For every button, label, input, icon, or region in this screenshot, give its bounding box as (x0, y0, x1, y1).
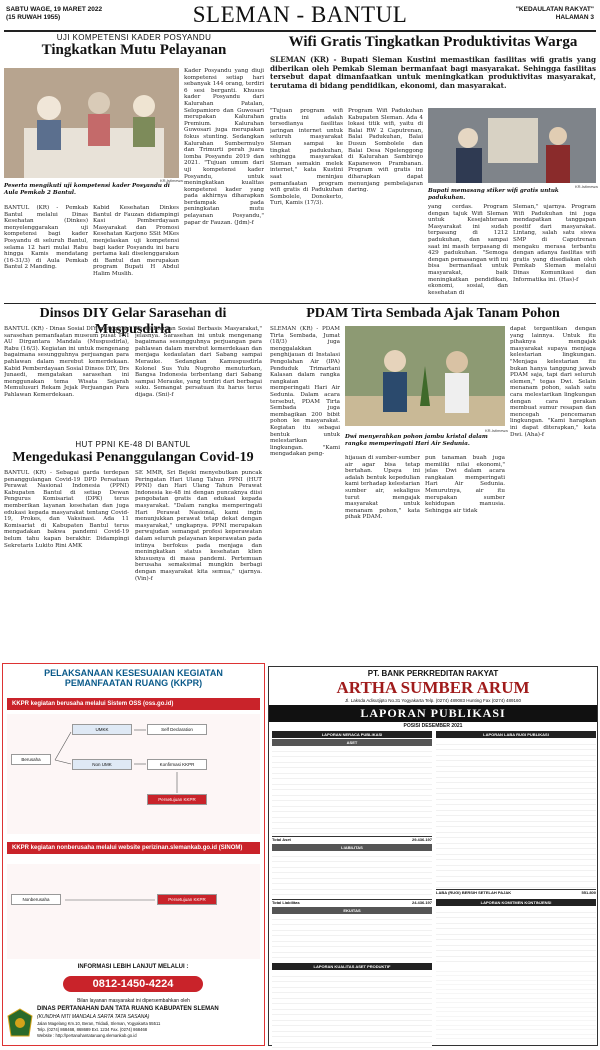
photo-illustration (428, 108, 596, 183)
bank-address: Jl. Laksda Adisutjipto No.31 Yogyakarta Telp. (0274) 489083 Hunting Fax (0274) 489160 (344, 698, 522, 703)
phone-number: 0812-1450-4224 (63, 976, 203, 992)
ppni-col-1: BANTUL (KR) - Sebagai garda terdepan penanggulangan Covid-19 DPD Persatuan Perawat Nasional Indonesia (PPNI) Kabupaten Bantul di setiap Dewan Pengurus Komisariat (DPK) terus memberikan layanan kesehatan dan juga edukasi kepada masyarakat tentang Covid-19, Prokes, dan Vaksinasi. Ada 11 Komisariat di Kabupaten Bantul terus mengadakan bakwa pandemi Covid-19 belum tahu kapan berakhir. Didampingi Sekretaris Lukito Rini AMK (4, 470, 129, 549)
issue-date (6, 6, 102, 22)
header-rule (4, 30, 596, 32)
labarugi-table (436, 731, 596, 967)
total-aset-row (272, 836, 432, 842)
wifi-photo (428, 108, 596, 183)
self-declaration-box: Self Declaration (147, 724, 207, 735)
kkpr-title-2: PEMANFAATAN RUANG (KKPR) (64, 678, 203, 688)
kualitas-aset-table (272, 963, 432, 1049)
persetujuan-box: Persetujuan KKPR (147, 794, 207, 805)
pdam-headline: PDAM Tirta Sembada Ajak Tanam Pohon (306, 306, 560, 321)
laba-label: LABA (RUGI) BERSIH SETELAH PAJAK (436, 890, 512, 895)
dept-website: Website : http://pertanahantataruang.slemankab.go.id (37, 1033, 137, 1038)
body-col-1: "Tujuan program wifi gratis ini adalah tersedianya fasilitas jaringan internet untuk seluruh masyarakat Sleman sampai ke tingkat padukuhan, sehingga masyarakat Sleman semakin melek internet," kata Kustini saat meninjau pemanfaatan program wifi gratis di Padukuhan Sombolele, Donokerto, Turi, Kamis (17/3). (270, 108, 343, 207)
pdam-col-1: SLEMAN (KR) - PDAM Tirta Sembada, Jumat (18/3) juga menggalakkan penghijauan di Instalasi Pengolahan Air (IPA) Penduduk Trimartani Kalasan dalam rangka rangkaian memperingati Hari Air Sedunia. Dalam acara tersebut, PDAM Tirta Sembada juga membagikan 200 bibit pohon ke masyarakat. Kegiatan itu sebagai bentuk untuk melestarikan lingkungan. "Kami mengadakan peng- (270, 326, 340, 458)
ekuitas-header: EKUITAS (272, 907, 432, 914)
body-col-1: BANTUL (KR) - Pemkab Bantul melalui Dinas Kesehatan (Dinkes) menyelenggarakan uji kompetensi bagi kader Posyandu di seluruh Bantul, selama 12 hari mulai Rabu hingga Kamis mendatang (16-31/3) di Aula Pemkab Bantul 2 Manding. (4, 205, 88, 271)
labarugi-rows (436, 739, 596, 889)
report-period: POSISI DESEMBER 2021 (403, 723, 463, 729)
total-liab-value: 24.436.197 (411, 900, 432, 905)
body-col-4: Sleman," ujarnya. Program Wifi Padukuhan ini juga mendapatkan tanggapan positif dari masyarakat. Lintang, salah satu siswa SMP di Caputrenan mengaku merasa terbantu dengan adanya fasilitas wifi gratis yang disediakan oleh Pemkab Sleman melalui Dinas Komunikasi dan Informatika ini. (Has)-f (513, 204, 596, 283)
hijri-date: (15 RUWAH 1955) (6, 14, 61, 21)
dinsos-headline: Dinsos DIY Gelar Sarasehan di Muspusdirla (39, 306, 227, 337)
kkpr-sinom-banner: KKPR kegiatan nonberusaha melalui website perizinan.slemankab.go.id (SINOM) (7, 842, 260, 854)
kualitas-title: LAPORAN KUALITAS ASET PRODUKTIF (272, 963, 432, 970)
body-col-2: Program Wifi Padukuhan Kabupaten Sleman. Ada 4 lokasi titik wifi, yaitu di Balai RW 2 Caputrenan, Balai Padukuhan, Balai Dusun Sombolele dan Balai Desa Ngelenggong di Kalurahan Sambirejo Kapanewon Prambanan. Program wifi gratis ini diharapkan dapat menunjang pembelajaran daring. (348, 108, 423, 194)
ppni-col-2: SE MMR, Sri Bejeki menyebutkan puncak Peringatan Hari Ulang Tahun PPNI (HUT PPNI) dan Hari Ulang Tahun Perawat Indonesia ke-48 ini dengan puncaknya diisi pengobatan gratis dan edukasi kepada masyarakat. "Dalam rangka memperingati Hari Perawat Nasional, kami ingin menunjukkan perawat tetap dekat dengan masyarakat," ungkapnya. PPNI merupakan perwujudan semangat profesi keperawatan dalam seluruh pelayanan keperawatan pada intinya berfokus pada menjaga dan meningkatkan status kesehatan klien khususnya di masa pandemi. Pertemuan berusaha semaksimal mungkin berbagi dengan masyarakat kita semua," ujarnya. (Vin)-f (135, 470, 262, 582)
komitmen-title: LAPORAN KOMITMEN KONTINJENSI (436, 899, 596, 906)
dept-address: Jalan Magelang Km.10, Beran, Tridadi, Sleman, Yogyakarta 55511 (37, 1021, 161, 1026)
photo-caption: Peserta mengikuti uji kompetensi kader Posyandu di Aula Pemkab 2 Bantul. (4, 183, 170, 196)
kualitas-rows (272, 971, 432, 1049)
pdam-col-4: dapat tergantikan dengan yang lainnya. Untuk itu pihaknya mengajak masyarakat supaya menjaga kelestarian lingkungan. "Menjaga kelestarian itu bukan hanya tanggung jawab PDAM saja, tapi dari seluruh elemen," tegas Dwi. Selain menanam pohon, salah satu cara melestarikan lingkungan dengan cara gerakan membuat sumur resapan dan mencegah pencemaran lingkungan. "Kami harapkan ini dapat diterapkan," kata Dwi. (Aha)-f (510, 326, 596, 438)
dept-phone: Telp. (0274) 868468, 868689 Ext. 1234 Fax. (0274) 868468 (37, 1027, 148, 1032)
dept-motto: (KUNDHA NITI MANDALA SARTA TATA SASANA) (37, 1014, 150, 1020)
photo-credit: KR-Istimewa (160, 178, 183, 183)
liabilitas-rows (272, 851, 432, 899)
section-rule (4, 303, 596, 304)
dept-footer (7, 1006, 260, 1044)
body-col-2: Kabid Kesehatan Dinkes Bantul dr Fauzan didampingi Kasi Pemberdayaan Masyarakat dan Promosi Kesehatan Karjono SSit MKes menjelaskan uji kompetensi bagi kader Posyandu ini baru pertama kali diselenggarakan di Bantul dan merupakan program Bupati H Abdul Halim Muslih. (93, 205, 179, 277)
total-aset-value: 29.436.197 (411, 837, 432, 842)
neraca-table (272, 731, 432, 978)
bank-label: PT. BANK PERKREDITAN RAKYAT (367, 669, 499, 678)
total-liab-row (272, 899, 432, 905)
photo-illustration (4, 68, 179, 178)
kicker: UJI KOMPETENSI KADER POSYANDU (56, 33, 212, 42)
dinsos-col-2: Kesejahteraan Sosial Berbasis Masyarakat," jelasnya. Sarasehan ini untuk mengenang bagaimana sesungguhnya perjuangan para pahlawan dalam merebut kemerdekaan dan menjaga kedaulatan dari Sabang sampai Merauke. Sedangkan Kamuspusdirla Kolonel Sus Yulu Nugroho menuturkan, Bangsa Indonesia terbentang dari Sabang sampai Merauke, yang terdiri dari berbagai suku. Semangat persatuan itu harus terus dijaga. (Sni)-f (135, 326, 262, 398)
kkpr-header (3, 668, 264, 688)
komitmen-rows (436, 907, 596, 967)
page-info (516, 6, 594, 22)
info-label: INFORMASI LEBIH LANJUT MELALUI : (77, 964, 189, 970)
photo-illustration (345, 326, 505, 426)
pdam-col-3: pun tanaman buah juga memiliki nilai ekonomi," jelas Dwi dalam acara rangkaian memperingati Hari Air Sedunia. Menurutnya, air itu merupakan sumber kehidupan manusia. Sehingga air tidak (425, 455, 505, 514)
body-col-3: yang cerdas. Program dengan tajuk Wifi Sleman untuk Kesejahteraan Masyarakat ini sudah terpasang di 1212 padukuhan, dan sampai saat ini masih terpasang di 429 padukuhan. "Semoga dengan pemasangan wifi ini bisa bermanfaat untuk masyarakat, baik meningkatkan pendidikan, ekonomi, sosial, dan kesehatan di (428, 204, 508, 296)
pdam-photo (345, 326, 505, 426)
bank-financial-report (268, 666, 598, 1046)
sponsor-line: Bilan layanan masyarakat ini dipersembahkan oleh (77, 998, 190, 1004)
ppni-headline: Mengedukasi Penanggulangan Covid-19 (12, 450, 254, 465)
total-aset-label: Total Aset (272, 837, 291, 842)
section-title: SLEMAN - BANTUL (192, 2, 408, 27)
article-wifi (270, 34, 596, 51)
photo-caption: Bupati memasang stiker wifi gratis untuk padukuhan. (428, 188, 559, 201)
konfirmasi-box: Konfirmasi KKPR (147, 759, 207, 770)
labarugi-title: LAPORAN LABA RUGI PUBLIKASI (436, 731, 596, 738)
pdam-col-2: hijauan di sumber-sumber air agar bisa tetap bertahan. Upaya ini adalah bentuk kepedulian kami terhadap kelestarian sumber air, sekaligus turut mengajak masyarakat untuk menanam pohon," kata pihak PDAM. (345, 455, 420, 521)
nonberusaha-box: Nonberusaha (11, 894, 61, 905)
total-liab-label: Total Liabilitas (272, 900, 300, 905)
notes-block (436, 967, 596, 1043)
page-number: HALAMAN 3 (555, 14, 594, 21)
aset-header: ASET (272, 739, 432, 746)
dept-name: DINAS PERTANAHAN DAN TATA RUANG KABUPATEN SLEMAN (37, 1006, 219, 1012)
kkpr-oss-banner: KKPR kegiatan berusaha melalui Sistem OSS (oss.go.id) (7, 698, 260, 710)
berusaha-box: Berusaha (11, 754, 51, 765)
flow-arrows (7, 714, 260, 834)
body-col-3: Kader Posyandu yang diuji kompetensi setiap hari sebanyak 144 orang, terdiri 6 sesi berganti. Khusus kader Posyandu dari Kalurahan Patalan, Selopamioro dan Guwosari merupakan Kalurahan Premium. Kalurahan Guwosari juga merupakan fokus stunting. Sedangkan Kalurahan Sumbermulyo dan Trimurti perah juara lomba Posyandu 2019 dan 2021. "Tujuan umum dari uji kompetensi kader Posyandu, untuk meningkatkan kualitas kompetensi kader yang pada akhirnya diharapkan berdampak pada peningkatan mutu pelayanan Posyandu," papar dr Fauzan. (Jdm)-f (184, 68, 264, 226)
aset-rows (272, 746, 432, 836)
kkpr-title-1: PELAKSANAAN KESESUAIAN KEGIATAN (44, 668, 223, 678)
bank-name: ARTHA SUMBER ARUM (336, 678, 530, 697)
persetujuan-box-2: Persetujuan KKPR (157, 894, 217, 905)
laba-row (436, 889, 596, 895)
non-umk-box: Non UMK (72, 759, 132, 770)
report-title: LAPORAN PUBLIKASI (269, 705, 597, 722)
bank-header (269, 669, 597, 703)
flow-arrows-2 (7, 864, 260, 959)
photo-credit: KR-Istimewa (485, 428, 508, 433)
dinsos-col-1: BANTUL (KR) - Dinas Sosial DIY menggelar sarasehan pemanfaatan museum pusat TNI AU Dirgantara Mandala (Muspusdirla), Rabu (16/3). Kegiatan ini untuk mengenang bagaimana sesungguhnya perjuangan para pahlawan dalam merebut kemerdekaan. Kabid Pemberdayaan Sosial Dinsos DIY, Drs Junaedi, mengatakan sarasehan ini menggunakan tema Wisata Sejarah Memulusuri Rekam Jejak Perjuangan Para Pahlawan Kemerdekaan. (4, 326, 129, 398)
sinom-flowchart (7, 864, 260, 959)
photo-credit: KR-Istimewa (575, 184, 598, 189)
date-text: SABTU WAGE, 19 MARET 2022 (6, 6, 103, 13)
sleman-logo-icon (7, 1008, 33, 1038)
laba-value: 551.800 (581, 890, 596, 895)
article-posyandu (4, 33, 264, 58)
posyandu-photo (4, 68, 179, 178)
oss-flowchart (7, 714, 260, 834)
paper-name: "KEDAULATAN RAKYAT" (515, 6, 594, 13)
lead-paragraph: SLEMAN (KR) - Bupati Sleman Kustini memastikan fasilitas wifi gratis yang diberikan oleh Pemkab Sleman bermanfaat bagi masyarakat. Sehingga fasilitas tersebut dapat dimanfaatkan untuk meningkatkan produktivitas masyarakat, terutama di bidang pendidikan, ekonomi, dan masyarakat. (270, 56, 596, 90)
headline: Tingkatkan Mutu Pelayanan (41, 42, 227, 58)
photo-caption: Dwi menyerahkan pohon jambu kristal dalam rangka memperingati Hari Air Sedunia. (345, 434, 488, 447)
neraca-title: LAPORAN NERACA PUBLIKASI (272, 731, 432, 738)
ppni-kicker: HUT PPNI KE-48 DI BANTUL (75, 440, 191, 449)
liabilitas-header: LIABILITAS (272, 844, 432, 851)
kkpr-advertisement (2, 663, 265, 1046)
headline: Wifi Gratis Tingkatkan Produktivitas Warga (288, 34, 578, 50)
umkk-box: UMKK (72, 724, 132, 735)
